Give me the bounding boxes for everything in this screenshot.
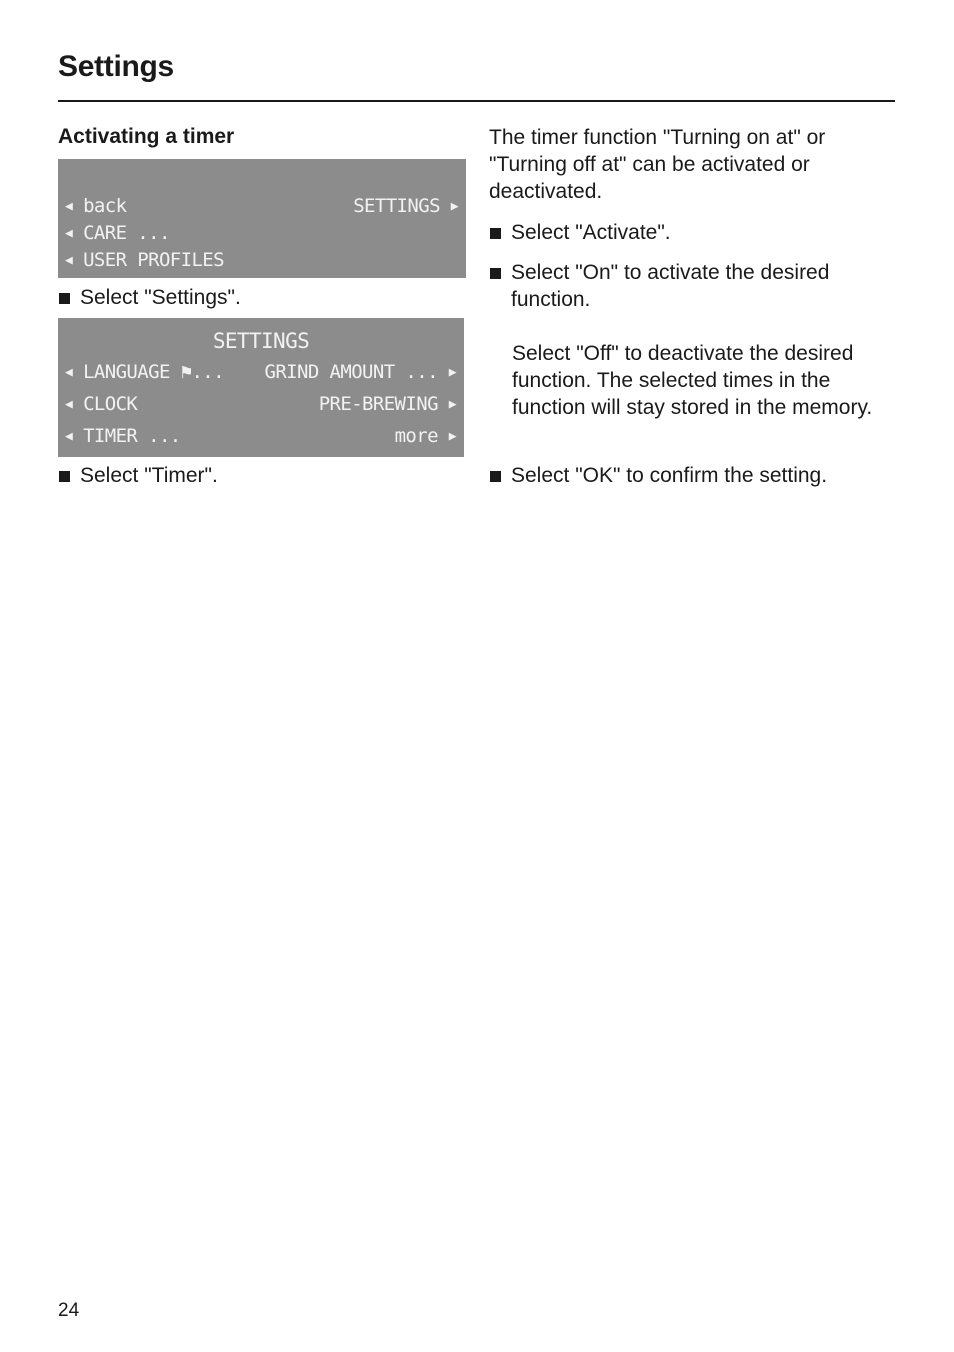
left-arrow-icon: ◀ [65,429,73,444]
menu-care: CARE ... [83,222,170,244]
menu-clock: CLOCK [83,393,138,415]
right-arrow-icon: ▶ [448,397,456,412]
left-arrow-icon: ◀ [65,253,73,268]
display-row-back [58,193,466,219]
bullet-square-icon [59,471,70,482]
bullet-square-icon [490,268,501,279]
page-number: 24 [58,1300,80,1321]
left-arrow-icon: ◀ [65,397,73,412]
title-divider [58,100,895,102]
menu-timer: TIMER ... [83,425,181,447]
instruction-step: Select "Timer". [58,462,218,489]
display-main-menu [58,159,466,278]
right-arrow-icon: ▶ [450,199,458,214]
menu-user-profiles: USER PROFILES [83,249,224,271]
display-row-language [58,359,464,385]
left-arrow-icon: ◀ [65,365,73,380]
right-arrow-icon: ▶ [448,365,456,380]
bullet-square-icon [59,293,70,304]
menu-back: back [83,195,127,217]
right-arrow-icon: ▶ [448,429,456,444]
menu-language: LANGUAGE ⚑... [83,361,224,383]
menu-pre-brewing: PRE-BREWING [318,393,438,415]
left-arrow-icon: ◀ [65,199,73,214]
menu-grind-amount: GRIND AMOUNT ... [264,361,438,383]
bullet-square-icon [490,228,501,239]
instruction-step: Select "On" to activate the desired function. [489,259,889,313]
instruction-step: Select "Activate". [489,219,889,246]
bullet-square-icon [490,471,501,482]
display-row-timer [58,423,464,449]
display-row-care [58,220,466,246]
instruction-step: Select "OK" to confirm the setting. [489,462,889,489]
left-arrow-icon: ◀ [65,226,73,241]
instruction-note: Select "Off" to deactivate the desired function. The selected times in the function will stay stored in the memory. [512,342,873,419]
display-title: SETTINGS [212,329,310,353]
intro-paragraph: The timer function "Turning on at" or "Turning off at" can be activated or deactivated. [489,126,826,203]
page-title: Settings [58,50,174,83]
instruction-step: Select "Settings". [58,284,241,311]
display-row-title [58,326,464,356]
section-heading: Activating a timer [58,125,235,148]
menu-settings: SETTINGS [353,195,440,217]
menu-more: more [394,425,438,447]
display-settings-menu [58,318,464,457]
display-row-clock [58,391,464,417]
display-row-user-profiles [58,247,466,273]
